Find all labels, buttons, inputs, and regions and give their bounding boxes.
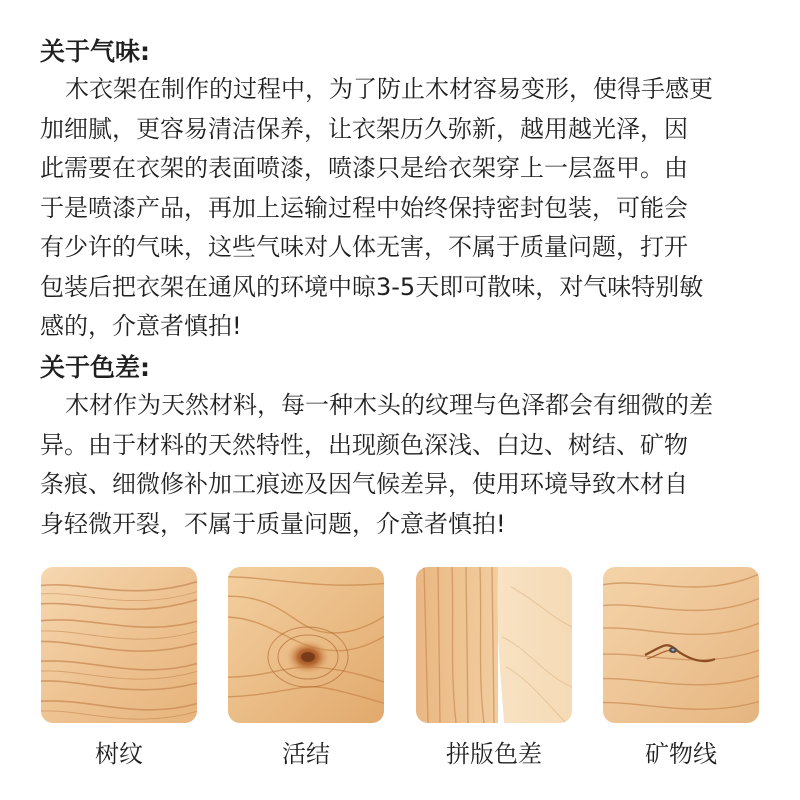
panel-color-difference-photo bbox=[416, 567, 572, 723]
smell-line: 于是喷漆产品，再加上运输过程中始终保持密封包装，可能会 bbox=[40, 193, 688, 222]
wood-grain-photo bbox=[41, 567, 197, 723]
color-difference-section bbox=[40, 350, 760, 544]
color-difference-line: 身轻微开裂，不属于质量问题，介意者慎拍! bbox=[40, 509, 506, 538]
swatch-panel-color-difference bbox=[416, 567, 572, 768]
swatch-label: 树纹 bbox=[95, 740, 143, 768]
color-difference-heading: 关于色差: bbox=[40, 353, 150, 382]
swatch-label: 活结 bbox=[282, 740, 330, 768]
color-difference-line: 异。由于材料的天然特性，出现颜色深浅、白边、树结、矿物 bbox=[40, 430, 688, 459]
smell-line: 木衣架在制作的过程中，为了防止木材容易变形，使得手感更 bbox=[65, 75, 713, 103]
mineral-streak-photo bbox=[603, 567, 759, 723]
smell-line: 有少许的气味，这些气味对人体无害，不属于质量问题，打开 bbox=[40, 233, 688, 261]
swatch-live-knot bbox=[228, 567, 384, 768]
wood-sample-gallery bbox=[0, 567, 800, 767]
smell-heading: 关于气味: bbox=[40, 37, 150, 66]
color-difference-line: 条痕、细微修补加工痕迹及因气候差异，使用环境导致木材自 bbox=[40, 470, 688, 498]
live-knot-photo bbox=[228, 567, 384, 723]
smell-line: 此需要在衣架的表面喷漆，喷漆只是给衣架穿上一层盔甲。由 bbox=[40, 154, 688, 182]
smell-paragraph bbox=[40, 70, 760, 347]
color-difference-line: 木材作为天然材料，每一种木头的纹理与色泽都会有细微的差 bbox=[65, 391, 713, 419]
swatch-label: 拼版色差 bbox=[446, 740, 542, 768]
color-difference-paragraph bbox=[40, 386, 760, 544]
smell-line: 加细腻，更容易清洁保养，让衣架历久弥新，越用越光泽，因 bbox=[40, 114, 688, 143]
smell-section bbox=[40, 34, 760, 347]
swatch-label: 矿物线 bbox=[645, 740, 717, 768]
swatch-mineral-streak bbox=[603, 567, 759, 768]
smell-line: 感的，介意者慎拍! bbox=[40, 312, 242, 340]
smell-line: 包装后把衣架在通风的环境中晾3-5天即可散味，对气味特别敏 bbox=[40, 272, 704, 301]
swatch-wood-grain bbox=[41, 567, 197, 768]
